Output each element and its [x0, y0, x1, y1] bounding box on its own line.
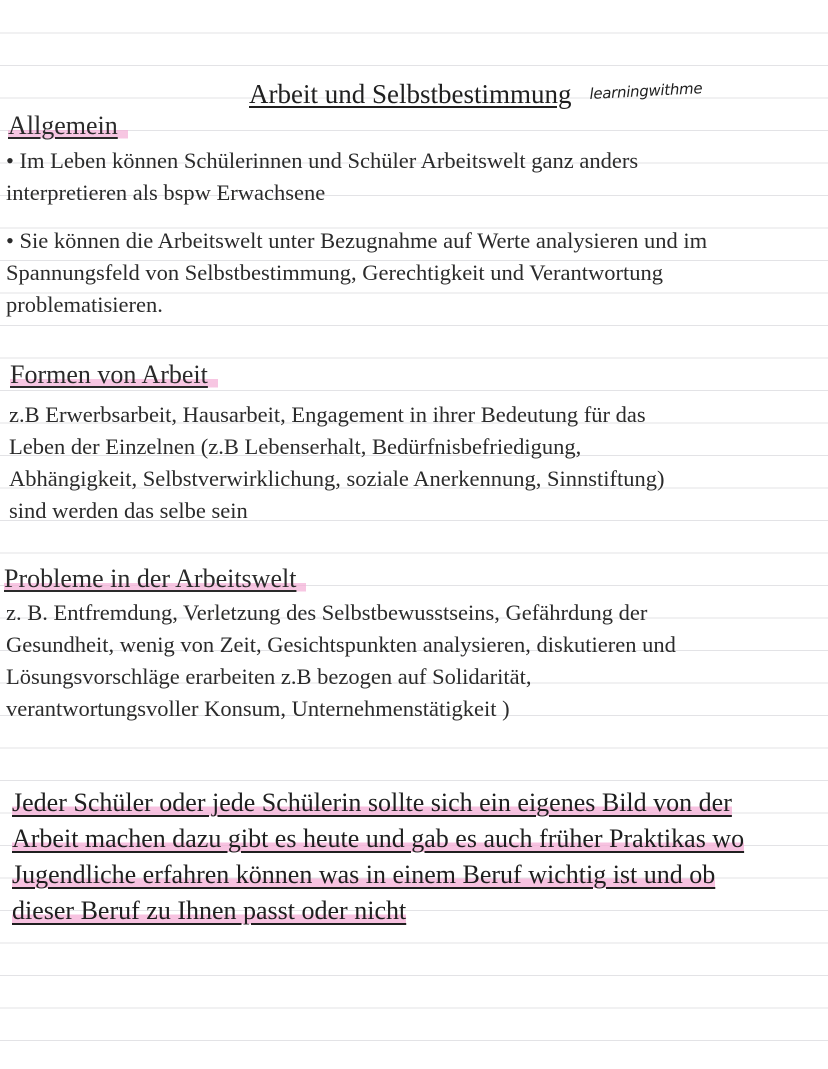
- text-line: Gesundheit, wenig von Zeit, Gesichtspunkten analysieren, diskutieren und: [6, 632, 676, 657]
- section-heading-probleme: Probleme in der Arbeitswelt: [4, 563, 306, 595]
- probleme-text: [6, 597, 676, 725]
- text-line: Arbeit machen dazu gibt es heute und gab es auch früher Praktikas wo: [12, 824, 745, 853]
- text-line: Spannungsfeld von Selbstbestimmung, Gerechtigkeit und Verantwortung: [6, 260, 663, 285]
- section-heading-formen: Formen von Arbeit: [10, 359, 218, 391]
- allgemein-bullet-1: [6, 145, 638, 209]
- allgemein-bullet-2: [6, 225, 707, 321]
- page-title: Arbeit und Selbstbestimmung: [249, 79, 572, 109]
- text-line: Jeder Schüler oder jede Schülerin sollte sich ein eigenes Bild von der: [12, 788, 732, 817]
- text-line: Abhängigkeit, Selbstverwirklichung, soziale Anerkennung, Sinnstiftung): [9, 466, 665, 491]
- text-line: dieser Beruf zu Ihnen passt oder nicht: [12, 896, 407, 925]
- text-line: z.B Erwerbsarbeit, Hausarbeit, Engagement in ihrer Bedeutung für das: [9, 402, 646, 427]
- text-line: • Im Leben können Schülerinnen und Schüler Arbeitswelt ganz anders: [6, 148, 639, 173]
- conclusion-text: [12, 785, 744, 929]
- text-line: • Sie können die Arbeitswelt unter Bezugnahme auf Werte analysieren und im: [6, 228, 708, 253]
- text-line: z. B. Entfremdung, Verletzung des Selbstbewusstseins, Gefährdung der: [6, 600, 648, 625]
- text-line: Jugendliche erfahren können was in einem Beruf wichtig ist und ob: [12, 860, 716, 889]
- text-line: problematisieren.: [6, 292, 163, 317]
- text-line: verantwortungsvoller Konsum, Unternehmenstätigkeit ): [6, 696, 510, 721]
- text-line: sind werden das selbe sein: [9, 498, 248, 523]
- text-line: interpretieren als bspw Erwachsene: [6, 180, 326, 205]
- text-line: Leben der Einzelnen (z.B Lebenserhalt, Bedürfnisbefriedigung,: [9, 434, 582, 459]
- brand-signature: learningwithme: [589, 79, 703, 104]
- section-heading-allgemein: Allgemein: [8, 110, 128, 142]
- formen-text: [9, 399, 665, 527]
- text-line: Lösungsvorschläge erarbeiten z.B bezogen auf Solidarität,: [6, 664, 532, 689]
